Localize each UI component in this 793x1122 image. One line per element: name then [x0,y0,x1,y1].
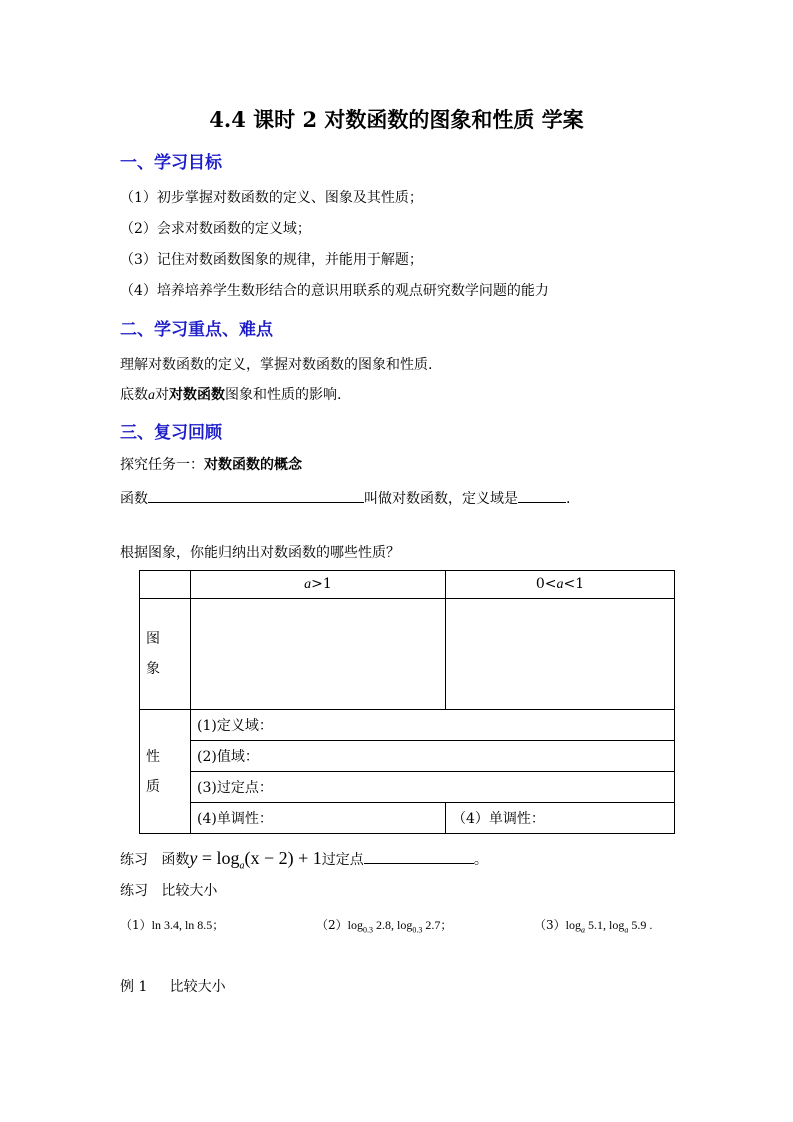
property-fixed-point[interactable]: (3)过定点： [191,772,675,803]
definition-end: . [566,491,571,507]
example-1-label: 例 1 [120,979,148,995]
exercise-1-pre: 函数 [161,852,190,868]
goal-item-2: （2）会求对数函数的定义域； [120,221,311,237]
exercise-1-formula: $y = \log_a(x - 2) + 1$ [189,848,322,872]
key-point-line-2-mid: 对 [155,387,169,403]
goal-item-3: （3）记住对数函数图象的规律，并能用于解题； [120,252,423,268]
definition-blank-function[interactable] [148,488,364,503]
exercise-1 [120,848,488,872]
page-title: 4.4 课时 2 对数函数的图象和性质 学案 [209,107,584,132]
property-monotonicity-b[interactable]: （4）单调性： [446,803,675,834]
row-label-properties: 性 质 [140,710,191,834]
exercise-1-label: 练习 [120,852,148,868]
table-question: 根据图象，你能归纳出对数函数的哪些性质？ [120,545,400,561]
property-range[interactable]: (2)值域： [191,741,675,772]
properties-table [139,570,675,834]
key-point-line-2-pre: 底数 [120,387,148,403]
definition-line [120,488,570,508]
table-corner-cell [140,571,191,599]
task-line [120,454,302,474]
definition-pre: 函数 [120,491,148,507]
exercise-1-post: 过定点 [321,852,364,868]
section-heading-key-points: 二、学习重点、难点 [120,320,273,340]
exercise-2-text: 比较大小 [161,883,218,899]
key-point-line-2-post: 图象和性质的影响. [225,387,342,403]
header-a-greater-1: a>1 [191,571,446,599]
section-heading-goals: 一、学习目标 [120,153,222,173]
task-title: 对数函数的概念 [204,457,302,473]
property-domain[interactable]: (1)定义域： [191,710,675,741]
example-1-text: 比较大小 [169,979,226,995]
compare-item-3: $(3)\log_a$ 5.1, $\log_a 5.9$ . [534,918,653,935]
example-1 [120,976,226,996]
compare-item-2: $(2)\log_{0.3}$ 2.8, $\log_{0.3} 2.7$； [316,918,453,935]
key-point-line-2-bold: 对数函数 [169,387,225,403]
exercise-2-label: 练习 [120,883,148,899]
compare-item-1: （1）ln 3.4, ln 8.5； [120,918,225,932]
variable-a: a [148,388,155,403]
definition-blank-domain[interactable] [518,488,566,503]
definition-mid: 叫做对数函数，定义域是 [364,491,518,507]
task-label: 探究任务一： [120,457,204,473]
exercise-2 [120,880,217,900]
goal-item-4: （4）培养培养学生数形结合的意识用联系的观点研究数学问题的能力 [120,283,549,299]
exercise-1-end: 。 [473,852,488,868]
row-label-graph: 图 象 [140,599,191,710]
key-point-line-1: 理解对数函数的定义，掌握对数函数的图象和性质. [120,357,433,373]
property-monotonicity-a[interactable]: (4)单调性： [191,803,446,834]
section-heading-review: 三、复习回顾 [120,423,222,443]
key-point-line-2 [120,384,341,404]
header-a-between-0-1: 0<a<1 [446,571,675,599]
goal-item-1: （1）初步掌握对数函数的定义、图象及其性质； [120,190,423,206]
graph-cell-a-between-0-1[interactable] [446,599,675,710]
exercise-1-blank[interactable] [364,849,474,864]
graph-cell-a-greater-1[interactable] [191,599,446,710]
